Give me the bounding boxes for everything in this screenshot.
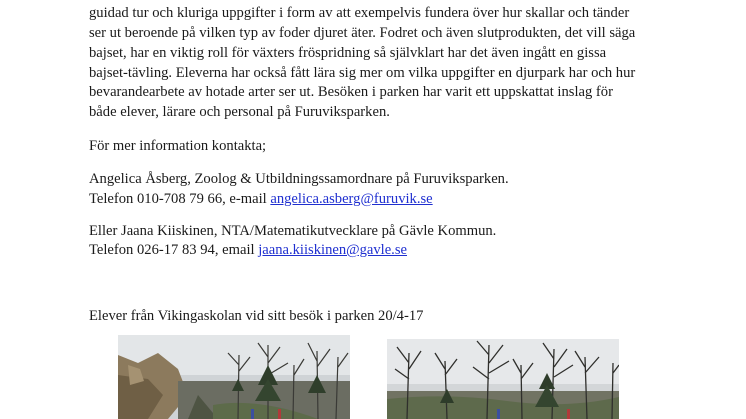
paragraph-line-5: bevarandearbete av hotade arter ser ut. Besöken i parken har varit ett uppskattat inslag för <box>89 84 613 100</box>
contact2-phone: Telefon 026-17 83 94, email <box>89 242 259 258</box>
paragraph-line-1: guidad tur och kluriga uppgifter i form av att exempelvis fundera över hur skallar och tänder <box>89 5 630 21</box>
paragraph-line-2: ser ut beroende på vilken typ av foder djuret äter. Fodret och även slutprodukten, det vill säga <box>89 25 636 41</box>
park-photo-right <box>387 339 619 419</box>
contact1-email-link[interactable]: angelica.asberg@furuvik.se <box>270 191 433 207</box>
contact1-name: Angelica Åsberg, Zoolog & Utbildningssamordnare på Furuviksparken. <box>89 171 509 187</box>
park-photo-right-image <box>387 339 619 419</box>
paragraph-line-4: bajset-tävling. Eleverna har också fått lära sig mer om vilka uppgifter en djurpark har och hur <box>89 65 636 81</box>
paragraph-line-6: både elever, lärare och personal på Furuviksparken. <box>89 104 390 120</box>
contact2-email-link[interactable]: jaana.kiiskinen@gavle.se <box>258 242 407 258</box>
park-photo-left <box>118 335 350 419</box>
contact-intro: För mer information kontakta; <box>89 138 267 154</box>
contact1-phone-line <box>89 189 433 209</box>
park-photo-left-image <box>118 335 350 419</box>
contact2-name: Eller Jaana Kiiskinen, NTA/Matematikutvecklare på Gävle Kommun. <box>89 223 497 239</box>
paragraph-line-3: bajset, har en viktig roll för växters fröspridning så självklart har det även ingått en gissa <box>89 45 607 61</box>
contact1-phone: Telefon 010-708 79 66, e-mail <box>89 191 271 207</box>
photo-caption: Elever från Vikingaskolan vid sitt besök i parken 20/4-17 <box>89 308 424 324</box>
contact2-phone-line <box>89 240 407 260</box>
